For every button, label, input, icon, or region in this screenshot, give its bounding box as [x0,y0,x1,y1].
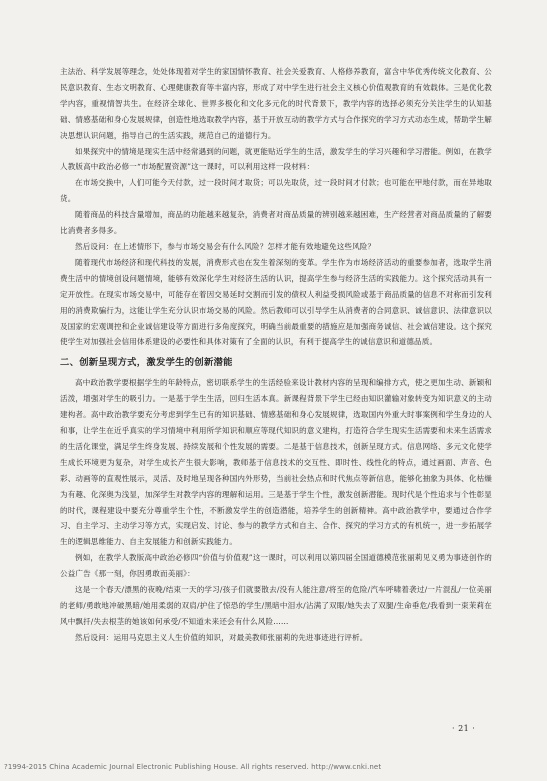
body-paragraph: 主法治、科学发展等理念，处处体现着对学生的家国情怀教育、社会关爱教育、人格修养教育，富含中华优秀传统文化教育、公民意识教育、生态文明教育、心理健康教育等丰富内容，形成了对中学生进行社会主义核心价值观教育的有效载体。三是优化教学内容，重视情智共生。在经济全球化、世界多极化和文化多元化的时代背景下，教学内容的选择必须充分关注学生的认知基础、情感基础和身心发展规律，创造性地选取教学内容，基于开放互动的教学方式与合作探究的学习方式动态生成，帮助学生解决思想认识问题，指导自己的生活实践，规范自己的道德行为。 [60,67,492,140]
article-body [60,64,492,646]
quoted-material: 随着商品的科技含量增加，商品的功能越来越复杂，消费者对商品质量的辨别越来越困难，生产经营者对商品质量的了解要比消费者多得多。 [60,210,492,236]
body-paragraph: 如果探究中的情境是现实生活中经常遇到的问题，就更能贴近学生的生活，激发学生的学习兴趣和学习潜能。例如，在教学人教版高中政治必修一“市场配置资源”这一课时，可以利用这样一段材料： [60,146,492,172]
body-paragraph: 随着现代市场经济和现代科技的发展，消费形式也在发生着深刻的变革。学生作为市场经济活动的重要参加者，选取学生消费生活中的情境创设问题情境，能够有效深化学生对经济生活的认识，提高学生参与经济生活的实践能力。这个探究活动具有一定开放性。在现实市场交易中，可能存在着因交易延时交割而引发的债权人利益受损风险或基于商品质量的信息不对称而引发利用的消费欺骗行为，这能让学生充分认识市场交易的风险。然后教师可以引导学生从消费者的合同意识、诚信意识、法律意识以及国家的宏观调控和企业诚信建设等方面进行多角度探究，明确当前最重要的措施应是加强商务诚信、社会诚信建设。这个探究使学生对加强社会信用体系建设的必要性和具体对策有了全面的认识，有利于提高学生的诚信意识和道德品质。 [60,257,492,347]
page-number: · 21 · [452,724,476,733]
body-paragraph: 高中政治教学要根据学生的年龄特点，密切联系学生的生活经验来设计教材内容的呈现和编排方式，使之更加生动、新颖和活泼，增强对学生的吸引力。一是基于学生生活，回归生活本真。新课程背景下学生已经由知识灌输对象转变为知识意义的主动建构者。高中政治教学要充分考虑到学生已有的知识基础、情感基础和身心发展规律，选取国内外重大时事案例和学生身边的人和事，让学生在近乎真实的学习情境中利用所学知识和顺应等现代知识的意义建构，打造符合学生现实生活需要和未来生活需求的生活化课堂，满足学生终身发展、持续发展和个性发展的需要。二是基于信息技术，创新呈现方式。信息网络、多元文化使学生成长环境更为复杂，对学生成长产生很大影响，教师基于信息技术的交互性、即时性、线性化的特点，通过画面、声音、色彩、动画等的直观性展示，灵活、及时地呈现各种国内外形势，当前社会热点和时代焦点等新信息，能够化抽象为具体、化枯燥为有趣、化深奥为浅显，加深学生对教学内容的理解和运用。三是基于学生个性，激发创新潜能。现时代是个性追求与个性彰显的时代，课程建设中要充分尊重学生个性，不断激发学生的创造潜能，培养学生的创新精神。高中政治教学中，要通过合作学习、自主学习、主动学习等方式，实现启发、讨论、参与的教学方式和自主、合作、探究的学习方式的有机统一，进一步拓展学生的逻辑思维能力、自主发展能力和创新实践能力。 [60,378,492,547]
body-paragraph: 然后设问：在上述情形下，参与市场交易会有什么风险？怎样才能有效地避免这些风险？ [75,241,376,251]
quoted-material: 在市场交换中，人们可能今天付款，过一段时间才取货；可以先取货，过一段时间才付款；也可能在甲地付款，而在异地取货。 [60,178,492,204]
copyright-footer: ?1994-2015 China Academic Journal Electronic Publishing House. All rights reserved. http://www.cnki.net [4,763,382,771]
body-paragraph: 例如，在教学人教版高中政治必修四“价值与价值观”这一课时，可以利用以第四届全国道德模范张丽莉见义勇为事迹创作的公益广告《那一刻，你因勇敢而美丽》： [60,553,492,579]
section-heading: 二、创新呈现方式，激发学生的创新潜能 [60,357,233,369]
body-paragraph: 然后设问：运用马克思主义人生价值的知识，对最美教师张丽莉的先进事迹进行评析。 [75,632,368,642]
quoted-material: 这是一个春天/漂黑的夜晚/结束一天的学习/孩子们就要散去/没有人能注意/将至的危险/汽车呼啸着袭过/一片混乱/一位美丽的老师/勇敢地冲破黑暗/她用柔弱的双肩/护住了惊恐的学生/黑暗中泪水/沾满了双眼/她失去了双腿/生命垂危/我看到一束茉莉在风中飘扦/失去根茎的她该如何承受/不知道未来还会有什么风险…… [60,585,492,626]
